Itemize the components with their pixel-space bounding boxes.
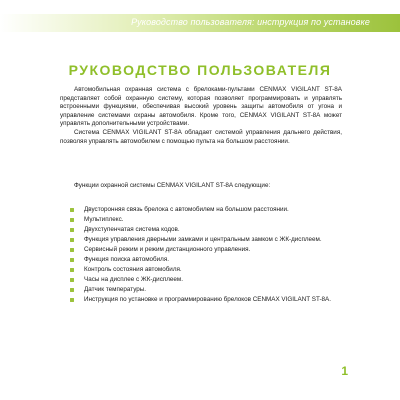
square-bullet-icon [70,258,74,262]
list-item-text: Двусторонняя связь брелока с автомобилем на большом расстоянии. [84,206,289,213]
square-bullet-icon [70,218,74,222]
square-bullet-icon [70,238,74,242]
list-item-text: Контроль состояния автомобиля. [84,265,182,273]
list-item [70,246,340,255]
square-bullet-icon [70,268,74,272]
square-bullet-icon [70,208,74,212]
list-item [70,266,340,275]
square-bullet-icon [70,248,74,252]
square-bullet-icon [70,298,74,302]
list-item [70,256,340,265]
intro-paragraph-2: Система CENMAX VIGILANT ST-8A обладает системой управления дальнего действия, позволяя управлять автомобилем с помощью пульта на большом расстоянии. [60,128,342,145]
page-title: РУКОВОДСТВО ПОЛЬЗОВАТЕЛЯ [68,62,332,78]
list-item [70,226,340,235]
list-item-text: Инструкция по установке и программированию брелоков CENMAX VIGILANT ST-8A. [84,295,331,303]
list-item-text: Сервисный режим и режим дистанционного управления. [84,245,251,253]
running-header-band [0,14,400,32]
list-item [70,296,340,305]
list-item [70,206,340,215]
features-lead: Функции охранной системы CENMAX VIGILANT ST-8A следующие: [74,182,271,189]
list-item-text: Часы на дисплее с ЖК-дисплеем. [84,275,184,283]
list-item-text: Функция поиска автомобиля. [84,255,169,263]
list-item-text: Мультиплекс. [84,215,124,223]
running-header-title: Руководство пользователя: инструкция по установке [131,17,370,27]
page-number: 1 [341,364,348,378]
square-bullet-icon [70,278,74,282]
list-item-text: Двухступенчатая система кодов. [84,225,180,233]
list-item [70,216,340,225]
square-bullet-icon [70,288,74,292]
list-item [70,276,340,285]
list-item-text: Функция управления дверными замками и центральным замком с ЖК-дисплеем. [84,235,322,243]
intro-paragraph-1: Автомобильная охранная система с брелоками-пультами CENMAX VIGILANT ST-8A представляет собой охранную систему, которая позволяет программировать и управлять встроенными функциями, обеспечивая высокий уровень защиты автомобиля от угона и управление системами охраны автомобиля. Кроме того, CENMAX VIGILANT ST-8A может управлять дополнительными устройствами. [60,86,342,128]
list-item-text: Датчик температуры. [84,285,147,293]
features-list [70,206,340,306]
list-item [70,236,340,245]
square-bullet-icon [70,228,74,232]
list-item [70,286,340,295]
intro-text [60,86,342,146]
